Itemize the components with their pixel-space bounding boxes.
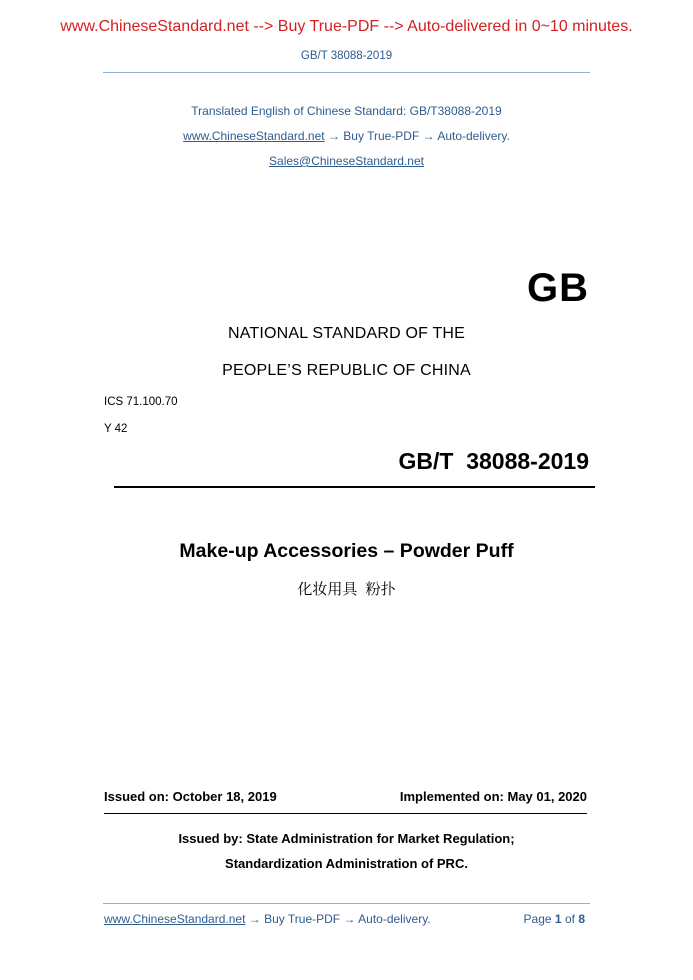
footer-divider	[103, 903, 590, 904]
title-divider	[114, 486, 595, 488]
document-title-english: Make-up Accessories – Powder Puff	[179, 540, 514, 562]
arrow-right-icon: →	[248, 912, 261, 926]
ics-code: ICS 71.100.70	[104, 396, 178, 408]
footer-site-link[interactable]: www.ChineseStandard.net	[104, 912, 246, 926]
dates-divider	[104, 813, 587, 814]
issuer-line1: Issued by: State Administration for Market Regulation;	[178, 831, 515, 846]
page-number: 1	[554, 912, 562, 926]
arrow-right-icon: →	[327, 129, 340, 143]
buy-true-pdf-text: Buy True-PDF	[343, 129, 420, 143]
issued-date: Issued on: October 18, 2019	[104, 789, 277, 804]
auto-delivery-text: Auto-delivery.	[437, 129, 510, 143]
issuer-line2: Standardization Administration of PRC.	[225, 856, 468, 871]
top-banner[interactable]: www.ChineseStandard.net --> Buy True-PDF --> Auto-delivered in 0~10 minutes.	[60, 18, 633, 35]
page-total: 8	[578, 912, 585, 926]
footer-auto-delivery-text: Auto-delivery.	[358, 912, 431, 926]
standard-number: GB/T 38088-2019	[398, 448, 589, 474]
document-title-chinese: 化妆用具 粉扑	[297, 581, 396, 598]
translation-notice: Translated English of Chinese Standard: GB/T38088-2019	[191, 104, 502, 118]
sales-email-link[interactable]: Sales@ChineseStandard.net	[269, 154, 424, 168]
classification-code: Y 42	[104, 423, 128, 435]
gb-mark: GB	[527, 266, 589, 310]
national-standard-line1: NATIONAL STANDARD OF THE	[227, 325, 466, 342]
page-indicator	[524, 912, 585, 926]
of-word: of	[564, 912, 575, 926]
header-standard-code: GB/T 38088-2019	[300, 50, 393, 62]
footer-buy-text: Buy True-PDF	[264, 912, 341, 926]
header-divider	[103, 72, 590, 73]
translation-links	[0, 129, 693, 143]
arrow-right-icon: →	[422, 129, 435, 143]
footer	[104, 912, 587, 926]
implemented-date: Implemented on: May 01, 2020	[399, 789, 587, 804]
national-standard-line2: PEOPLE’S REPUBLIC OF CHINA	[222, 362, 471, 379]
site-link[interactable]: www.ChineseStandard.net	[183, 129, 325, 143]
page-word: Page	[523, 912, 552, 926]
email-line	[0, 154, 693, 168]
arrow-right-icon: →	[343, 912, 356, 926]
